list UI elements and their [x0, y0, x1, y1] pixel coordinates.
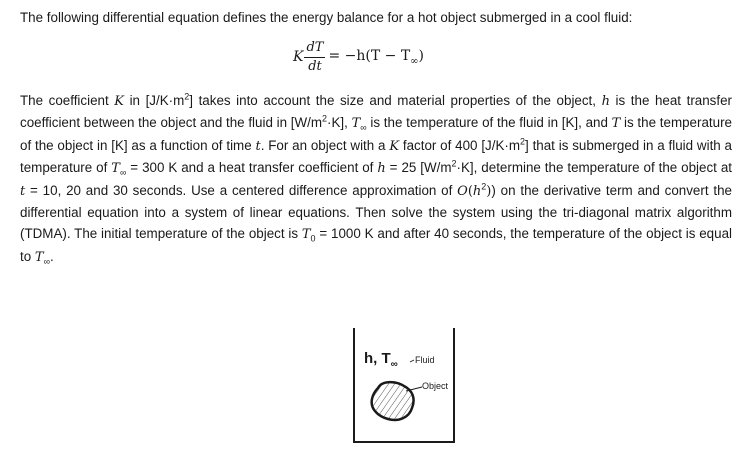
equation-coefficient: K: [293, 49, 304, 65]
object-blob: [372, 382, 414, 420]
fraction-bar: [304, 57, 325, 58]
problem-statement: The coefficient K in $[J/K\cdot m^2]$ takes into account the size and material properties of the object, h is the heat transfer coefficient between the object and the fluid in $[W/m^2\cdot K]$, $T_\infty$ is the temperature of the fluid in [K], and T is the temperature of the object in [K] as a function of time t. For an object with a K factor of 400 $[J/K\cdot m^2]$ that is submerged in a fluid with a temperature of $T_\infty = 300$ K and a heat transfer coefficient of h = 25 $[W/m^2\cdot K]$, determine the temperature of the object at t = 10, 20 and 30 seconds. Use a centered difference approximation of $O(h^2)$) on the derivative term and convert the differential equation into a system of linear equations. Then solve the system using the tri-diagonal matrix algorithm (TDMA). The initial temperature of the object is $T_0 = 1000$ K and after 40 seconds, the temperature of the object is equal to $T_\infty$.: [20, 91, 733, 267]
equation-right-side: = $-h(T - T_\infty)$: [328, 47, 424, 67]
figure-fluid-label: Fluid: [415, 355, 435, 365]
derivative-fraction: [304, 41, 325, 74]
fraction-numerator: dT: [306, 39, 324, 55]
fluid-leader-line: [410, 360, 414, 362]
object-in-fluid-figure: [348, 328, 460, 448]
fraction-denominator: dt: [308, 58, 322, 74]
figure-object-label: Object: [422, 381, 449, 391]
intro-sentence: The following differential equation defines the energy balance for a hot object submerged in a cool fluid:: [20, 10, 633, 25]
energy-balance-equation: [293, 32, 424, 82]
figure-h-tinf-label: h, $T_\infty$: [364, 350, 398, 370]
